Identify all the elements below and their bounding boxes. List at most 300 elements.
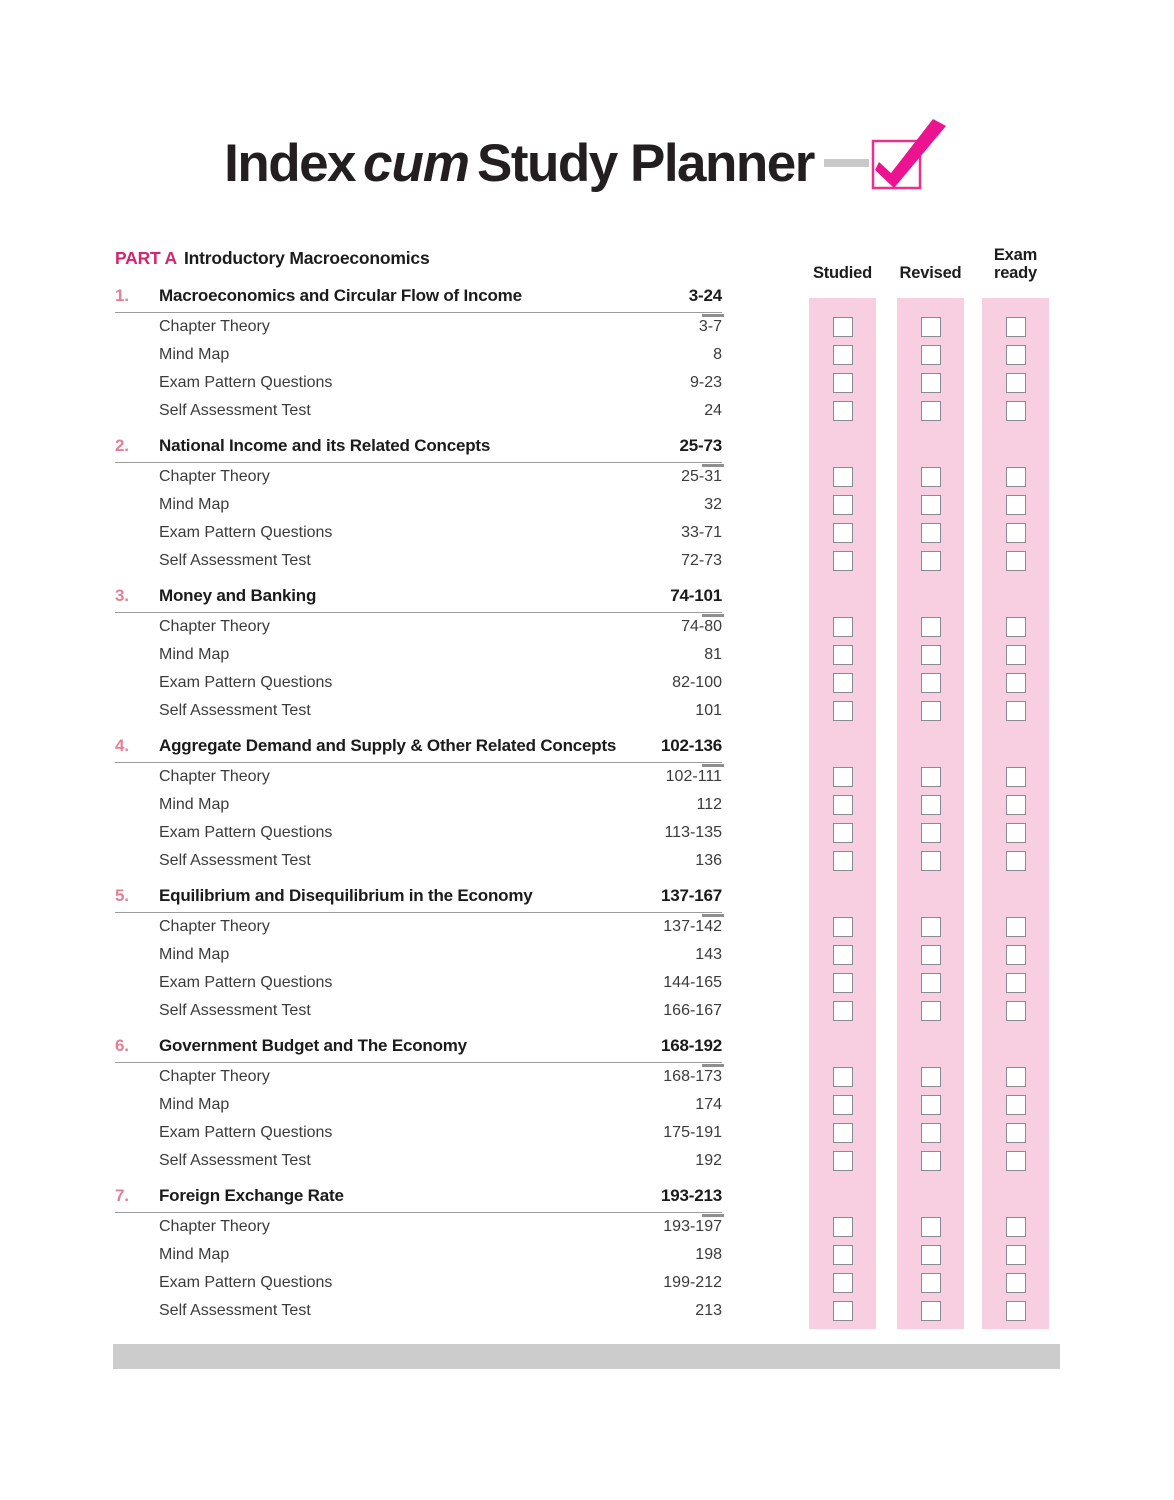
checkbox-cluster-revised: [919, 463, 943, 575]
checkbox-cluster-revised: [919, 763, 943, 875]
item-label: Chapter Theory: [159, 918, 270, 935]
checkbox-cell: [919, 1213, 943, 1241]
checkbox-studied[interactable]: [833, 617, 853, 637]
checkbox-exam-ready[interactable]: [1006, 767, 1026, 787]
checkbox-cell: [831, 763, 855, 791]
item-label: Chapter Theory: [159, 318, 270, 335]
checkbox-cell: [831, 491, 855, 519]
checkbox-revised[interactable]: [921, 673, 941, 693]
checkbox-revised[interactable]: [921, 1217, 941, 1237]
chapter-heading: [115, 1030, 722, 1063]
checkbox-revised[interactable]: [921, 1123, 941, 1143]
checkbox-studied[interactable]: [833, 645, 853, 665]
chapter-title: National Income and its Related Concepts: [159, 436, 491, 455]
chapter-number: 3.: [115, 586, 129, 605]
checkbox-studied[interactable]: [833, 1273, 853, 1293]
item-label: Mind Map: [159, 1246, 230, 1263]
checkbox-cell: [831, 313, 855, 341]
item-pages: 174: [695, 1096, 722, 1113]
chapter-block-7: [0, 1180, 1174, 1330]
checkbox-revised[interactable]: [921, 767, 941, 787]
chapter-title: Foreign Exchange Rate: [159, 1186, 344, 1205]
chapter-item-row: [115, 397, 722, 425]
heading-rule-tick: [702, 314, 724, 317]
checkbox-cell: [831, 847, 855, 875]
heading-rule-tick: [702, 614, 724, 617]
checkbox-cell: [1004, 547, 1028, 575]
item-pages: 136: [695, 852, 722, 869]
checkbox-revised[interactable]: [921, 1001, 941, 1021]
item-label: Exam Pattern Questions: [159, 1124, 333, 1141]
checkbox-cell: [919, 669, 943, 697]
chapter-item-row: [115, 997, 722, 1025]
checkbox-revised[interactable]: [921, 1245, 941, 1265]
checkbox-cell: [1004, 1241, 1028, 1269]
checkbox-cell: [831, 1297, 855, 1325]
chapter-number: 4.: [115, 736, 129, 755]
item-label: Mind Map: [159, 646, 230, 663]
checkbox-studied[interactable]: [833, 795, 853, 815]
checkbox-studied[interactable]: [833, 345, 853, 365]
item-pages: 9-23: [689, 374, 722, 391]
item-label: Self Assessment Test: [159, 1152, 311, 1169]
chapter-heading: [115, 1180, 722, 1213]
checkbox-cell: [831, 697, 855, 725]
item-label: Exam Pattern Questions: [159, 674, 333, 691]
checkbox-cell: [919, 519, 943, 547]
chapter-item-row: [115, 697, 722, 725]
checkbox-exam-ready[interactable]: [1006, 645, 1026, 665]
checkbox-exam-ready[interactable]: [1006, 917, 1026, 937]
checkbox-exam-ready[interactable]: [1006, 467, 1026, 487]
chapter-item-row: [115, 847, 722, 875]
checkbox-cell: [1004, 847, 1028, 875]
checkbox-revised[interactable]: [921, 851, 941, 871]
checkbox-cell: [919, 819, 943, 847]
chapter-item-row: [115, 1091, 722, 1119]
checkbox-cluster-exam-ready: [1004, 1063, 1028, 1175]
checkbox-cell: [831, 1091, 855, 1119]
checkbox-revised[interactable]: [921, 1067, 941, 1087]
checkbox-cell: [831, 1147, 855, 1175]
heading-rule-tick: [702, 1214, 724, 1217]
checkbox-cluster-studied: [831, 1213, 855, 1325]
checkbox-exam-ready[interactable]: [1006, 1123, 1026, 1143]
chapter-item-row: [115, 1213, 722, 1241]
checkbox-cluster-revised: [919, 613, 943, 725]
chapter-title: Money and Banking: [159, 586, 317, 605]
item-label: Mind Map: [159, 496, 230, 513]
item-pages: 168-173: [663, 1068, 722, 1085]
checkbox-exam-ready[interactable]: [1006, 523, 1026, 543]
checkbox-exam-ready[interactable]: [1006, 1217, 1026, 1237]
checkbox-cell: [1004, 613, 1028, 641]
checkbox-cluster-studied: [831, 913, 855, 1025]
item-pages: 192: [695, 1152, 722, 1169]
checkbox-cell: [1004, 697, 1028, 725]
checkbox-cell: [831, 1063, 855, 1091]
checkbox-exam-ready[interactable]: [1006, 1067, 1026, 1087]
checkbox-cell: [831, 969, 855, 997]
chapter-pages: 102-136: [661, 736, 722, 755]
item-label: Chapter Theory: [159, 618, 270, 635]
checkbox-exam-ready[interactable]: [1006, 795, 1026, 815]
heading-rule-tick: [702, 764, 724, 767]
checkbox-cell: [831, 341, 855, 369]
chapter-number: 1.: [115, 286, 129, 305]
checkbox-cell: [1004, 1213, 1028, 1241]
chapter-pages: 25-73: [679, 436, 722, 455]
chapter-item-row: [115, 669, 722, 697]
chapter-pages: 193-213: [661, 1186, 722, 1205]
checkbox-cell: [919, 613, 943, 641]
item-label: Self Assessment Test: [159, 702, 311, 719]
item-label: Chapter Theory: [159, 1218, 270, 1235]
chapter-block-5: [0, 880, 1174, 1030]
checkbox-cluster-revised: [919, 313, 943, 425]
item-label: Exam Pattern Questions: [159, 824, 333, 841]
chapter-title: Equilibrium and Disequilibrium in the Economy: [159, 886, 533, 905]
column-header-exam-line2: ready: [993, 263, 1038, 282]
chapter-pages: 137-167: [661, 886, 722, 905]
checkbox-cell: [1004, 1269, 1028, 1297]
checkbox-cell: [831, 1269, 855, 1297]
checkbox-studied[interactable]: [833, 1095, 853, 1115]
title-word-study-planner: Study Planner: [477, 133, 814, 193]
item-pages: 198: [695, 1246, 722, 1263]
chapter-pages: 168-192: [661, 1036, 722, 1055]
item-label: Mind Map: [159, 346, 230, 363]
part-label: PART A: [115, 248, 177, 268]
chapter-heading: [115, 280, 722, 313]
checkbox-studied[interactable]: [833, 373, 853, 393]
checkbox-studied[interactable]: [833, 1151, 853, 1171]
checkbox-cell: [919, 791, 943, 819]
checkbox-revised[interactable]: [921, 1151, 941, 1171]
checkbox-revised[interactable]: [921, 973, 941, 993]
checkbox-revised[interactable]: [921, 523, 941, 543]
checkbox-cell: [831, 941, 855, 969]
checkbox-cell: [831, 369, 855, 397]
checkbox-cell: [919, 369, 943, 397]
checkbox-revised[interactable]: [921, 917, 941, 937]
item-label: Self Assessment Test: [159, 852, 311, 869]
checkbox-cell: [919, 397, 943, 425]
chapter-item-row: [115, 1241, 722, 1269]
checkbox-cluster-studied: [831, 613, 855, 725]
column-header-exam-line1: Exam: [993, 246, 1038, 264]
checkbox-exam-ready[interactable]: [1006, 551, 1026, 571]
checkbox-cell: [1004, 1297, 1028, 1325]
item-pages: 24: [704, 402, 722, 419]
checkbox-cluster-exam-ready: [1004, 613, 1028, 725]
item-pages: 144-165: [663, 974, 722, 991]
chapter-item-row: [115, 1297, 722, 1325]
chapter-heading: [115, 580, 722, 613]
chapter-block-6: [0, 1030, 1174, 1180]
item-label: Exam Pattern Questions: [159, 1274, 333, 1291]
item-label: Self Assessment Test: [159, 1302, 311, 1319]
page-title-text: [224, 133, 814, 194]
heading-rule-tick: [702, 464, 724, 467]
checkbox-cluster-studied: [831, 763, 855, 875]
item-pages: 33-71: [681, 524, 722, 541]
checkbox-revised[interactable]: [921, 823, 941, 843]
item-pages: 25-31: [681, 468, 722, 485]
chapter-item-row: [115, 463, 722, 491]
checkbox-cell: [919, 763, 943, 791]
checkbox-cell: [1004, 1063, 1028, 1091]
chapter-block-1: [0, 280, 1174, 430]
checkbox-cluster-revised: [919, 1063, 943, 1175]
item-pages: 137-142: [663, 918, 722, 935]
chapter-title: Macroeconomics and Circular Flow of Income: [159, 286, 522, 305]
item-label: Exam Pattern Questions: [159, 374, 333, 391]
checkbox-cell: [919, 313, 943, 341]
checkbox-cell: [1004, 341, 1028, 369]
checkbox-exam-ready[interactable]: [1006, 317, 1026, 337]
checkbox-cell: [831, 519, 855, 547]
checkbox-cell: [919, 1297, 943, 1325]
checkbox-exam-ready[interactable]: [1006, 851, 1026, 871]
checkbox-cell: [919, 1241, 943, 1269]
chapter-item-row: [115, 941, 722, 969]
checkbox-revised[interactable]: [921, 401, 941, 421]
chapter-item-row: [115, 1119, 722, 1147]
item-pages: 112: [696, 796, 722, 813]
item-label: Mind Map: [159, 1096, 230, 1113]
item-label: Self Assessment Test: [159, 1002, 311, 1019]
checkbox-studied[interactable]: [833, 973, 853, 993]
checkbox-cell: [1004, 1091, 1028, 1119]
chapter-block-2: [0, 430, 1174, 580]
item-label: Exam Pattern Questions: [159, 974, 333, 991]
checkbox-exam-ready[interactable]: [1006, 673, 1026, 693]
chapter-pages: 74-101: [670, 586, 722, 605]
item-pages: 32: [704, 496, 722, 513]
checkbox-cell: [919, 941, 943, 969]
checkbox-exam-ready[interactable]: [1006, 345, 1026, 365]
checkbox-revised[interactable]: [921, 1095, 941, 1115]
item-pages: 143: [695, 946, 722, 963]
checkbox-studied[interactable]: [833, 495, 853, 515]
checkbox-exam-ready[interactable]: [1006, 701, 1026, 721]
item-label: Mind Map: [159, 946, 230, 963]
checkbox-cell: [831, 1119, 855, 1147]
checkbox-cell: [919, 997, 943, 1025]
checkbox-revised[interactable]: [921, 551, 941, 571]
item-pages: 8: [713, 346, 722, 363]
checkbox-studied[interactable]: [833, 767, 853, 787]
chapter-item-row: [115, 547, 722, 575]
chapter-item-row: [115, 341, 722, 369]
checkbox-studied[interactable]: [833, 523, 853, 543]
checkbox-studied[interactable]: [833, 467, 853, 487]
checkbox-cell: [831, 1213, 855, 1241]
chapter-item-row: [115, 1063, 722, 1091]
checkbox-cell: [831, 819, 855, 847]
checkbox-exam-ready[interactable]: [1006, 1301, 1026, 1321]
chapter-title: Aggregate Demand and Supply & Other Related Concepts: [159, 736, 617, 755]
chapter-item-row: [115, 763, 722, 791]
checkbox-exam-ready[interactable]: [1006, 495, 1026, 515]
checkbox-revised[interactable]: [921, 317, 941, 337]
checkbox-studied[interactable]: [833, 701, 853, 721]
checkbox-exam-ready[interactable]: [1006, 401, 1026, 421]
checkbox-cell: [1004, 791, 1028, 819]
checkbox-cell: [919, 913, 943, 941]
logo-dash: [824, 159, 869, 167]
checkbox-cell: [831, 613, 855, 641]
checkbox-cluster-studied: [831, 313, 855, 425]
checkbox-cell: [919, 1269, 943, 1297]
title-word-index: Index: [224, 133, 356, 193]
chapter-item-row: [115, 369, 722, 397]
checkbox-revised[interactable]: [921, 795, 941, 815]
checkbox-revised[interactable]: [921, 1273, 941, 1293]
checkbox-cell: [1004, 669, 1028, 697]
checkbox-cluster-revised: [919, 913, 943, 1025]
checkbox-revised[interactable]: [921, 617, 941, 637]
checkbox-cell: [919, 547, 943, 575]
item-pages: 193-197: [663, 1218, 722, 1235]
checkbox-studied[interactable]: [833, 945, 853, 965]
chapter-item-row: [115, 1147, 722, 1175]
chapter-item-row: [115, 613, 722, 641]
chapter-item-row: [115, 641, 722, 669]
item-label: Self Assessment Test: [159, 402, 311, 419]
checkbox-cell: [919, 697, 943, 725]
checkbox-revised[interactable]: [921, 701, 941, 721]
chapter-title: Government Budget and The Economy: [159, 1036, 467, 1055]
column-header-studied: Studied: [812, 264, 873, 282]
checkbox-exam-ready[interactable]: [1006, 1245, 1026, 1265]
checkbox-cluster-exam-ready: [1004, 913, 1028, 1025]
chapter-number: 7.: [115, 1186, 129, 1205]
checkbox-revised[interactable]: [921, 373, 941, 393]
item-pages: 175-191: [663, 1124, 722, 1141]
checkbox-exam-ready[interactable]: [1006, 945, 1026, 965]
checkbox-cell: [1004, 941, 1028, 969]
chapter-number: 2.: [115, 436, 129, 455]
checkbox-exam-ready[interactable]: [1006, 1095, 1026, 1115]
checkbox-cell: [1004, 969, 1028, 997]
checkbox-studied[interactable]: [833, 1245, 853, 1265]
checkbox-logo-icon: [824, 114, 950, 204]
checkbox-studied[interactable]: [833, 1001, 853, 1021]
checkbox-cluster-studied: [831, 1063, 855, 1175]
checkbox-revised[interactable]: [921, 945, 941, 965]
item-pages: 81: [704, 646, 722, 663]
checkbox-revised[interactable]: [921, 467, 941, 487]
chapter-heading: [115, 430, 722, 463]
checkbox-cell: [831, 641, 855, 669]
checkbox-cell: [1004, 763, 1028, 791]
chapter-item-row: [115, 913, 722, 941]
item-label: Chapter Theory: [159, 468, 270, 485]
checkbox-exam-ready[interactable]: [1006, 1151, 1026, 1171]
checkbox-studied[interactable]: [833, 823, 853, 843]
checkbox-exam-ready[interactable]: [1006, 1001, 1026, 1021]
checkbox-studied[interactable]: [833, 317, 853, 337]
item-pages: 199-212: [663, 1274, 722, 1291]
checkbox-cluster-revised: [919, 1213, 943, 1325]
chapter-item-row: [115, 313, 722, 341]
checkbox-cell: [1004, 397, 1028, 425]
checkbox-cell: [831, 547, 855, 575]
checkbox-studied[interactable]: [833, 401, 853, 421]
item-label: Chapter Theory: [159, 768, 270, 785]
checkbox-revised[interactable]: [921, 645, 941, 665]
chapter-item-row: [115, 491, 722, 519]
chapter-item-row: [115, 969, 722, 997]
checkbox-revised[interactable]: [921, 1301, 941, 1321]
item-pages: 166-167: [663, 1002, 722, 1019]
checkbox-cluster-studied: [831, 463, 855, 575]
checkbox-cell: [919, 969, 943, 997]
checkbox-studied[interactable]: [833, 1123, 853, 1143]
part-title: Introductory Macroeconomics: [184, 248, 430, 268]
checkbox-cell: [831, 997, 855, 1025]
checkbox-cell: [919, 341, 943, 369]
checkbox-cell: [831, 397, 855, 425]
checkbox-exam-ready[interactable]: [1006, 373, 1026, 393]
checkbox-cell: [1004, 997, 1028, 1025]
checkbox-cell: [1004, 913, 1028, 941]
checkbox-cell: [831, 791, 855, 819]
checkbox-studied[interactable]: [833, 917, 853, 937]
checkbox-revised[interactable]: [921, 345, 941, 365]
heading-rule-tick: [702, 1064, 724, 1067]
checkbox-studied[interactable]: [833, 1301, 853, 1321]
item-pages: 72-73: [681, 552, 722, 569]
item-pages: 3-7: [698, 318, 722, 335]
chapter-heading: [115, 730, 722, 763]
heading-rule-tick: [702, 914, 724, 917]
chapter-item-row: [115, 791, 722, 819]
chapter-pages: 3-24: [688, 286, 722, 305]
checkbox-studied[interactable]: [833, 1067, 853, 1087]
chapter-heading: [115, 880, 722, 913]
column-header-exam-ready: [982, 247, 1049, 282]
checkbox-cell: [919, 463, 943, 491]
item-pages: 74-80: [681, 618, 722, 635]
checkbox-exam-ready[interactable]: [1006, 823, 1026, 843]
checkbox-cell: [1004, 313, 1028, 341]
checkbox-exam-ready[interactable]: [1006, 617, 1026, 637]
checkbox-cell: [919, 641, 943, 669]
checkbox-exam-ready[interactable]: [1006, 1273, 1026, 1293]
checkbox-cell: [1004, 819, 1028, 847]
item-pages: 102-111: [665, 768, 722, 785]
checkbox-exam-ready[interactable]: [1006, 973, 1026, 993]
chapter-block-3: [0, 580, 1174, 730]
checkbox-cell: [1004, 1147, 1028, 1175]
column-header-revised: Revised: [899, 264, 962, 282]
chapter-block-4: [0, 730, 1174, 880]
checkbox-revised[interactable]: [921, 495, 941, 515]
page-title: [0, 122, 1174, 204]
checkbox-cell: [1004, 369, 1028, 397]
checkbox-studied[interactable]: [833, 673, 853, 693]
checkbox-cell: [831, 669, 855, 697]
checkbox-cell: [1004, 641, 1028, 669]
checkbox-studied[interactable]: [833, 851, 853, 871]
item-pages: 101: [695, 702, 722, 719]
checkbox-studied[interactable]: [833, 1217, 853, 1237]
checkbox-studied[interactable]: [833, 551, 853, 571]
item-pages: 213: [695, 1302, 722, 1319]
